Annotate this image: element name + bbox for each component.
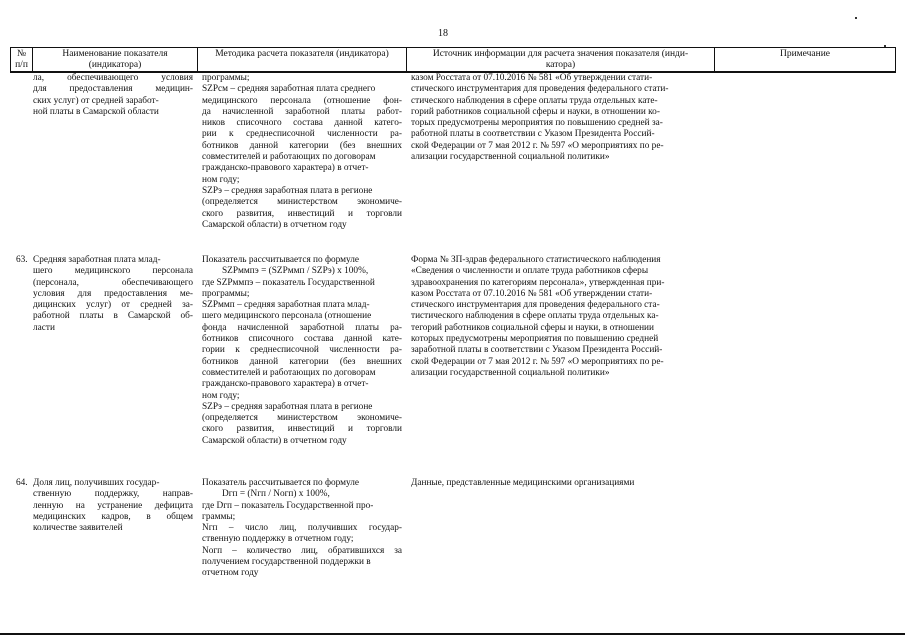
text-line: горий работников социальной сферы и науки, в отношении ко-: [411, 106, 660, 117]
calculation-method: [202, 478, 402, 580]
text-line: рии к среднесписочной численности ра-: [202, 129, 402, 140]
text-line: ственную поддержку, направ-: [33, 489, 193, 500]
header-source: [407, 49, 714, 71]
text-line: гражданско-правового характера) в отчет-: [202, 379, 369, 390]
text-line: фонда начисленной заработной платы ра-: [202, 322, 402, 333]
text-line: количестве заявителей: [33, 523, 123, 534]
text-line: тистического наблюдения в сфере оплаты труда отдельных ка-: [411, 311, 659, 322]
formula-line: Dгп = (Nгп / Nогп) х 100%,: [222, 489, 330, 500]
header-num: [11, 49, 32, 71]
calculation-method: [202, 73, 402, 231]
indicator-name: [33, 73, 193, 118]
text-line: ленную на устранение дефицита: [33, 500, 193, 511]
text-line: ской Федерации от 7 мая 2012 г. № 597 «О мероприятиях по ре-: [411, 140, 664, 151]
text-line: Nгп – число лиц, получивших государ-: [202, 523, 402, 534]
text-line: тегорий работников социальной сферы и науки, в отношении: [411, 322, 654, 333]
text-line: (определяется министерством экономиче-: [202, 197, 402, 208]
text-line: ских услуг) от средней заработ-: [33, 95, 159, 106]
text-line: SZPммп – средняя заработная плата млад-: [202, 300, 370, 311]
text-line: Самарской области) в отчетном году: [202, 435, 347, 446]
page-bottom-border: [0, 633, 905, 635]
text-line: Доля лиц, получивших государ-: [33, 478, 160, 488]
text-line: ской Федерации от 7 мая 2012 г. № 597 «О мероприятиях по ре-: [411, 356, 664, 367]
text-line: работной платы в Самарской об-: [33, 311, 193, 322]
text-line: (определяется министерством экономиче-: [202, 413, 402, 424]
text-line: здравоохранения по категориям персонала», утвержденная при-: [411, 277, 665, 288]
text-line: «Сведения о численности и оплате труда работников сферы: [411, 266, 649, 277]
header-num-line: п/п: [15, 60, 28, 70]
text-line: ном году;: [202, 390, 240, 401]
text-line: Форма № ЗП-здрав федерального статистического наблюдения: [411, 255, 661, 265]
text-line: стического наблюдения в сфере оплаты труда отдельных кате-: [411, 95, 658, 106]
text-line: где SZPммпэ – показатель Государственной: [202, 277, 375, 288]
text-line: SZPэ – средняя заработная плата в регионе: [202, 185, 373, 196]
header-name-line: Наименование показателя: [62, 49, 168, 59]
text-line: Nогп – количество лиц, обратившихся за: [202, 545, 402, 556]
header-source-line: катора): [545, 60, 576, 70]
text-line: заработной платы в соответствии с Указом Президента Россий-: [411, 345, 663, 356]
text-line: программы;: [202, 288, 250, 299]
text-line: совместителей и работающих по договорам: [202, 367, 376, 378]
text-line: ского развития, инвестиций и торговли: [202, 208, 402, 219]
text-line: ализации государственной социальной политики»: [411, 367, 610, 378]
text-line: торых предусмотрены мероприятия по повышению средней за-: [411, 118, 663, 129]
text-line: для предоставления медицин-: [33, 84, 193, 95]
text-line: SZPэ – средняя заработная плата в регионе: [202, 401, 373, 412]
text-line: (персонала, обеспечивающего: [33, 277, 193, 288]
text-line: ского развития, инвестиций и торговли: [202, 424, 402, 435]
text-line: ла, обеспечивающего условия: [33, 73, 193, 83]
header-note-line: Примечание: [779, 49, 831, 59]
text-line: где Dгп – показатель Государственной про-: [202, 500, 374, 511]
scan-speck: [855, 17, 857, 19]
text-line: шего медицинского персонала: [33, 266, 193, 277]
text-line: ласти: [33, 322, 55, 333]
information-source: [411, 73, 710, 163]
header-method: [198, 49, 406, 60]
page-number: 18: [438, 28, 448, 39]
text-line: ботников данной категории (без внешних: [202, 140, 402, 151]
text-line: медицинского персонала (отношение фон-: [202, 95, 402, 106]
information-source: [411, 255, 710, 379]
header-note: [715, 49, 895, 60]
row-number: 63.: [16, 255, 28, 265]
text-line: Средняя заработная плата млад-: [33, 255, 161, 265]
text-line: Показатель рассчитывается по формуле: [202, 478, 360, 488]
header-source-line: Источник информации для расчета значения показателя (инди-: [432, 49, 689, 59]
header-name: [33, 49, 197, 71]
text-line: медицинских кадров, в общем: [33, 511, 193, 522]
indicator-name: [33, 255, 193, 334]
text-line: Показатель рассчитывается по формуле: [202, 255, 360, 265]
text-line: ботников данной категории (без внешних: [202, 356, 402, 367]
text-line: получением государственной поддержки в: [202, 557, 371, 568]
text-line: условия для предоставления ме-: [33, 288, 193, 299]
text-line: отчетном году: [202, 568, 259, 579]
text-line: да начисленной заработной платы работ-: [202, 106, 402, 117]
column-divider: [895, 47, 896, 72]
indicator-name: [33, 478, 193, 534]
text-line: Самарской области) в отчетном году: [202, 219, 347, 230]
text-line: ников списочного состава данной катего-: [202, 118, 402, 129]
text-line: ном году;: [202, 174, 240, 185]
table-top-border: [10, 47, 896, 48]
text-line: шего медицинского персонала (отношение: [202, 311, 372, 322]
text-line: гории к среднесписочной численности ра-: [202, 345, 402, 356]
header-name-line: (индикатора): [88, 60, 142, 70]
text-line: дицинских услуг) от средней за-: [33, 300, 193, 311]
text-line: ботников списочного состава данной кате-: [202, 334, 402, 345]
text-line: стического инструментария для проведения федерального стати-: [411, 84, 669, 95]
information-source: [411, 478, 710, 489]
text-line: которых предусмотрены мероприятия по повышению средней: [411, 334, 659, 345]
text-line: SZPсм – средняя заработная плата среднего: [202, 84, 376, 95]
text-line: ной платы в Самарской области: [33, 106, 159, 117]
text-line: программы;: [202, 73, 250, 83]
text-line: граммы;: [202, 511, 236, 522]
header-num-line: №: [16, 49, 27, 59]
row-number: 64.: [16, 478, 28, 488]
text-line: казом Росстата от 07.10.2016 № 581 «Об утверждении стати-: [411, 73, 653, 83]
text-line: казом Росстата от 07.10.2016 № 581 «Об утверждении стати-: [411, 288, 653, 299]
text-line: совместителей и работающих по договорам: [202, 152, 376, 163]
text-line: ственную поддержку в отчетном году;: [202, 534, 354, 545]
text-line: Данные, представленные медицинскими организациями: [411, 478, 635, 488]
text-line: гражданско-правового характера) в отчет-: [202, 163, 369, 174]
text-line: стического инструментария для проведения федерального ста-: [411, 300, 660, 311]
formula-line: SZPммпэ = (SZPммп / SZPэ) х 100%,: [222, 266, 369, 277]
text-line: ализации государственной социальной политики»: [411, 152, 610, 163]
header-method-line: Методика расчета показателя (индикатора): [215, 49, 389, 59]
text-line: работной платы в соответствии с Указом Президента Россий-: [411, 129, 655, 140]
calculation-method: [202, 255, 402, 447]
